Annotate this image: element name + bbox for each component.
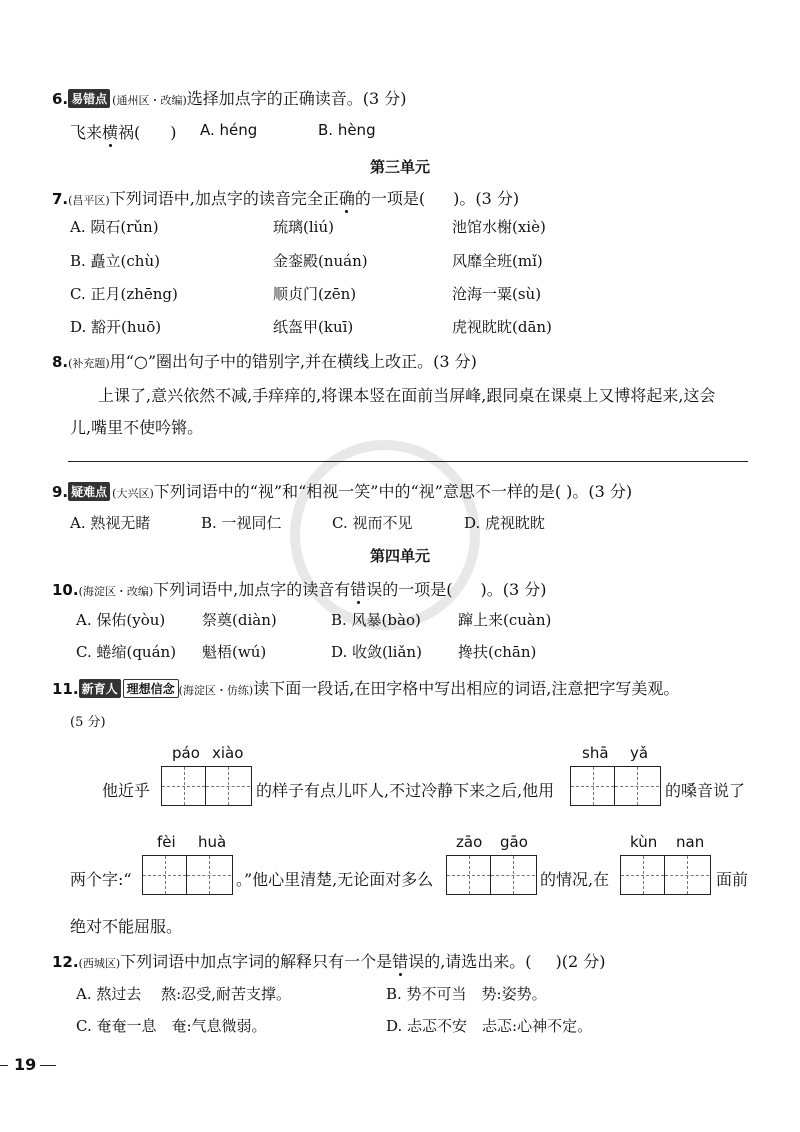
q10-option-b-1: B. 风暴(bào) xyxy=(331,611,421,629)
q7-row-c-3: 沧海一粟(sù) xyxy=(452,285,542,303)
q9-option-b[interactable]: B. 一视同仁 xyxy=(201,514,282,532)
tianzige-paoxiao[interactable] xyxy=(161,766,252,806)
q7-row-a-2: 琉璃(liú) xyxy=(273,218,334,236)
q11-text-3: 的嗓音说了 xyxy=(665,781,746,800)
q7-row-b-3: 风靡全班(mǐ) xyxy=(452,252,543,270)
q11-text-6: 的情况,在 xyxy=(540,870,610,889)
q8-answer-line[interactable] xyxy=(68,461,748,462)
q7-row-d-3: 虎视眈眈(dān) xyxy=(452,318,552,336)
q11-text-8: 绝对不能屈服。 xyxy=(70,917,183,936)
question-8: 8.(补充题)用“○”圈出句子中的错别字,并在横线上改正。(3 分) xyxy=(52,352,477,371)
q7-row-a-3: 池馆水榭(xiè) xyxy=(452,218,546,236)
page-number: 19 xyxy=(14,1055,37,1074)
footer-rule-left xyxy=(0,1065,8,1066)
q11-text-4: 两个字:“ xyxy=(70,870,132,889)
question-6: 6. 易错点 (通州区・改编)选择加点字的正确读音。(3 分) xyxy=(52,89,407,108)
q7-row-d-2: 纸盔甲(kuī) xyxy=(273,318,354,336)
q9-option-a[interactable]: A. 熟视无睹 xyxy=(70,514,151,532)
pinyin-sha: shā xyxy=(582,744,609,762)
q6-option-b[interactable]: B. hèng xyxy=(318,121,376,139)
q11-text-1: 他近乎 xyxy=(102,781,151,800)
q11-text-2: 的样子有点儿吓人,不过冷静下来之后,他用 xyxy=(256,781,555,800)
q7-row-b-2: 金銮殿(nuán) xyxy=(273,252,368,270)
q10-option-c-2: 魁梧(wú) xyxy=(202,643,267,661)
q7-row-a-1: A. 陨石(rǔn) xyxy=(70,218,159,236)
tianzige-feihua[interactable] xyxy=(142,855,233,895)
question-7: 7.(昌平区)下列词语中,加点字的读音完全正确的一项是( )。(3 分) xyxy=(52,189,520,208)
q11-score: (5 分) xyxy=(70,715,106,730)
q11-text-5: 。”他心里清楚,无论面对多么 xyxy=(236,870,434,889)
q10-option-a-2: 祭奠(diàn) xyxy=(202,611,277,629)
question-12: 12.(西城区)下列词语中加点字词的解释只有一个是错误的,请选出来。( )(2 分) xyxy=(52,952,606,971)
q9-option-c[interactable]: C. 视而不见 xyxy=(332,514,413,532)
tianzige-zaogao[interactable] xyxy=(446,855,537,895)
q8-paragraph-line2: 儿,嘴里不使吟锵。 xyxy=(70,418,204,437)
q8-paragraph-line1: 上课了,意兴依然不减,手痒痒的,将课本竖在面前当屏峰,跟同桌在课桌上又博将起来,这会 xyxy=(98,386,716,405)
q10-option-b-2: 蹿上来(cuàn) xyxy=(458,611,552,629)
pinyin-fei: fèi xyxy=(157,833,176,851)
q6-item: 飞来横祸( ) xyxy=(70,123,177,142)
pinyin-pao: páo xyxy=(172,744,200,762)
q12-option-c[interactable]: C. 奄奄一息 奄:气息微弱。 xyxy=(76,1017,267,1035)
pinyin-nan: nan xyxy=(676,833,705,851)
pinyin-kun: kùn xyxy=(630,833,658,851)
q12-option-b[interactable]: B. 势不可当 势:姿势。 xyxy=(386,985,547,1003)
pinyin-ya: yǎ xyxy=(630,744,649,762)
tag-new-education: 新育人 xyxy=(79,679,121,698)
q7-row-c-1: C. 正月(zhēng) xyxy=(70,285,178,303)
faded-stamp xyxy=(290,440,480,630)
q7-row-b-1: B. 矗立(chù) xyxy=(70,252,160,270)
tianzige-shaya[interactable] xyxy=(570,766,661,806)
pinyin-gao: gāo xyxy=(500,833,528,851)
q10-option-c-1: C. 蜷缩(quán) xyxy=(76,643,177,661)
tianzige-kunnan[interactable] xyxy=(620,855,711,895)
q12-option-d[interactable]: D. 忐忑不安 忐忑:心神不定。 xyxy=(386,1017,593,1035)
q10-option-d-1: D. 收敛(liǎn) xyxy=(331,643,422,661)
q10-option-a-1: A. 保佑(yòu) xyxy=(76,611,166,629)
q6-option-a[interactable]: A. héng xyxy=(200,121,258,139)
question-10: 10.(海淀区・改编)下列词语中,加点字的读音有错误的一项是( )。(3 分) xyxy=(52,580,547,599)
tag-difficult: 疑难点 xyxy=(68,482,110,501)
unit-4-heading: 第四单元 xyxy=(370,547,431,565)
pinyin-xiao: xiào xyxy=(212,744,244,762)
question-9: 9. 疑难点 (大兴区)下列词语中的“视”和“相视一笑”中的“视”意思不一样的是( )。(3 分) xyxy=(52,482,633,501)
pinyin-hua: huà xyxy=(198,833,227,851)
tag-ideals: 理想信念 xyxy=(123,679,179,698)
unit-3-heading: 第三单元 xyxy=(370,158,431,176)
q12-option-a[interactable]: A. 熬过去 熬:忍受,耐苦支撑。 xyxy=(76,985,291,1003)
footer-rule-right xyxy=(40,1065,56,1066)
q9-option-d[interactable]: D. 虎视眈眈 xyxy=(464,514,546,532)
q11-text-7: 面前 xyxy=(716,870,749,889)
q7-row-d-1: D. 豁开(huō) xyxy=(70,318,162,336)
pinyin-zao: zāo xyxy=(456,833,483,851)
tag-error-prone: 易错点 xyxy=(68,89,110,108)
q10-option-d-2: 搀扶(chān) xyxy=(458,643,537,661)
q7-row-c-2: 顺贞门(zēn) xyxy=(273,285,357,303)
question-11: 11. 新育人 理想信念 (海淀区・仿练)读下面一段话,在田字格中写出相应的词语,注意把字写美观。 xyxy=(52,679,680,698)
